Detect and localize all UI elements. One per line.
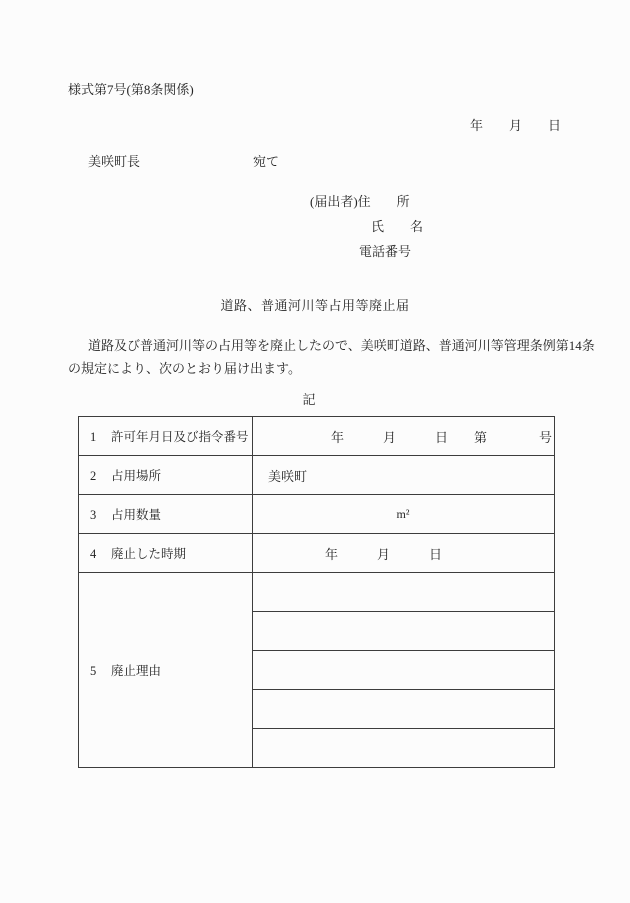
row-label-text: 廃止理由 (111, 664, 162, 678)
row-value-occupancy-quantity: m² (253, 495, 555, 534)
row-number: 4 (90, 547, 97, 561)
declarant-address-label: (届出者)住 所 (310, 194, 410, 209)
row-number: 3 (90, 508, 97, 522)
reason-blank-cell-1 (253, 573, 555, 612)
row-label-text: 許可年月日及び指令番号 (111, 430, 249, 444)
document-title: 道路、普通河川等占用等廃止届 (220, 298, 410, 313)
re-mark: 記 (302, 392, 316, 407)
row-value-permit-number: 年 月 日 第 号 (253, 417, 555, 456)
table-row-occupancy-place (79, 456, 555, 495)
row-value-discontinued-date: 年 月 日 (253, 534, 555, 573)
body-text-line-2: の規定により、次のとおり届け出ます。 (68, 361, 301, 376)
date-line: 年 月 日 (470, 118, 562, 133)
row-label-discontinued-date (79, 534, 253, 573)
table-row-permit-number (79, 417, 555, 456)
row-label-discontinue-reason (79, 573, 253, 768)
form-table (78, 416, 555, 768)
row-number: 5 (90, 664, 97, 678)
row-label-text: 占用数量 (111, 508, 162, 522)
row-number: 2 (90, 469, 97, 483)
row-label-occupancy-quantity (79, 495, 253, 534)
row-label-text: 廃止した時期 (111, 547, 187, 561)
recipient-suffix: 宛て (253, 154, 280, 169)
body-text-line-1: 道路及び普通河川等の占用等を廃止したので、美咲町道路、普通河川等管理条例第14条 (88, 338, 595, 353)
reason-blank-cell-4 (253, 690, 555, 729)
row-value-occupancy-place: 美咲町 (253, 456, 555, 495)
reason-blank-cell-5 (253, 729, 555, 768)
reason-blank-cell-3 (253, 651, 555, 690)
table-row-discontinue-reason (79, 573, 555, 612)
form-number: 様式第7号(第8条関係) (68, 82, 194, 97)
row-number: 1 (90, 430, 97, 444)
declarant-name-label: 氏 名 (371, 219, 424, 234)
table-row-discontinued-date (79, 534, 555, 573)
recipient-name: 美咲町長 (88, 154, 141, 169)
table-row-occupancy-quantity (79, 495, 555, 534)
declarant-phone-label: 電話番号 (359, 244, 412, 259)
row-label-text: 占用場所 (111, 469, 162, 483)
row-label-occupancy-place (79, 456, 253, 495)
row-label-permit-number (79, 417, 253, 456)
reason-blank-cell-2 (253, 612, 555, 651)
